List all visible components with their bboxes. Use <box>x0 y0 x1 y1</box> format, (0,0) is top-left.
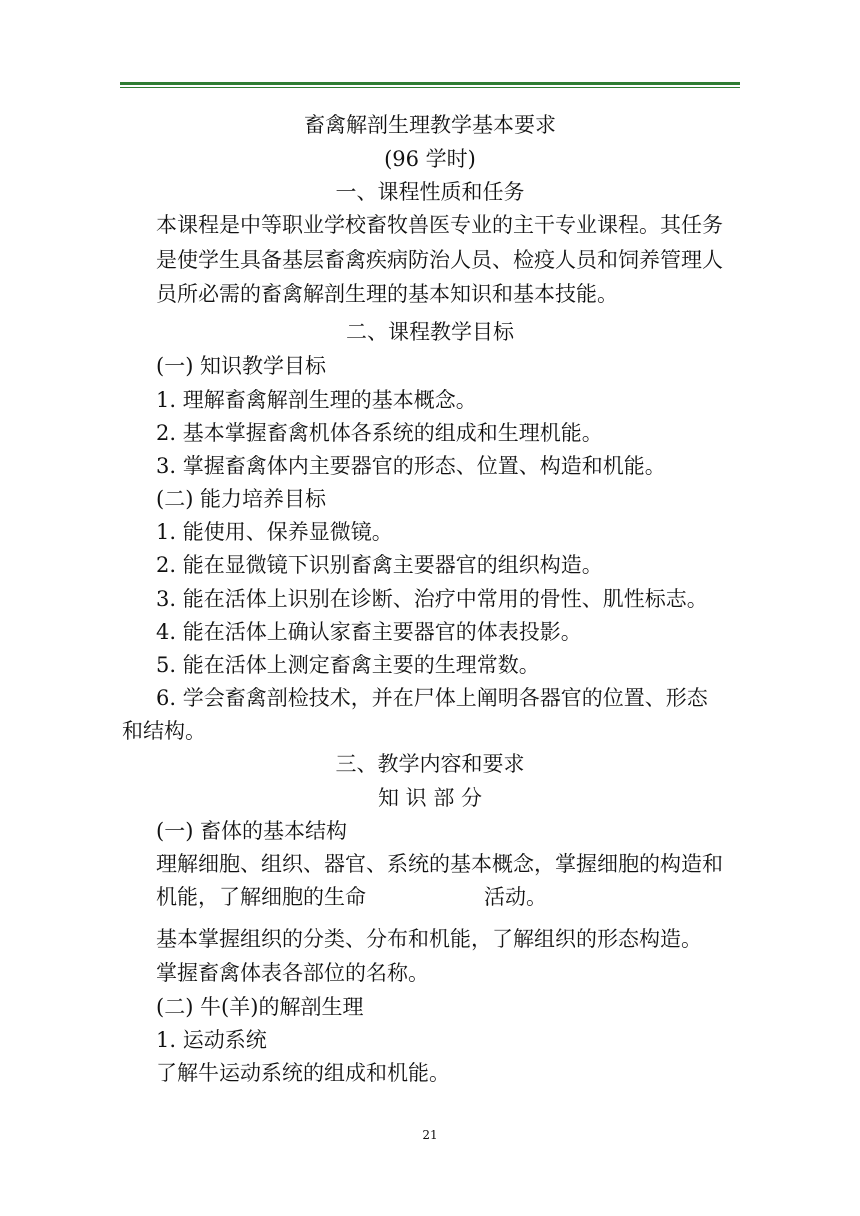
paragraph-line: 理解细胞、组织、器官、系统的基本概念，掌握细胞的构造和 <box>156 852 723 876</box>
ability-objective-item: 1. 能使用、保养显微镜。 <box>156 520 393 544</box>
paragraph-line: 基本掌握组织的分类、分布和机能，了解组织的形态构造。 <box>156 927 702 951</box>
section1-heading: 一、课程性质和任务 <box>335 180 525 204</box>
header-rule-thin <box>120 87 740 88</box>
document-hours: (96 学时) <box>384 147 476 171</box>
ability-objective-item: 6. 学会畜禽剖检技术，并在尸体上阐明各器官的位置、形态 <box>156 686 708 710</box>
header-rule-thick <box>120 82 740 85</box>
cattle-anatomy-heading: (二) 牛(羊)的解剖生理 <box>156 995 364 1019</box>
paragraph-fragment: 活动。 <box>484 885 547 909</box>
paragraph-line: 了解牛运动系统的组成和机能。 <box>156 1061 450 1085</box>
knowledge-objectives-heading: (一) 知识教学目标 <box>156 354 327 378</box>
section1-line: 本课程是中等职业学校畜牧兽医专业的主干专业课程。其任务 <box>156 213 723 237</box>
ability-objective-item-continued: 和结构。 <box>122 719 206 743</box>
knowledge-objective-item: 1. 理解畜禽解剖生理的基本概念。 <box>156 388 477 412</box>
paragraph-line: 掌握畜禽体表各部位的名称。 <box>156 961 429 985</box>
ability-objective-item: 5. 能在活体上测定畜禽主要的生理常数。 <box>156 653 540 677</box>
ability-objectives-heading: (二) 能力培养目标 <box>156 487 327 511</box>
section1-line: 员所必需的畜禽解剖生理的基本知识和基本技能。 <box>156 282 618 306</box>
locomotor-system-heading: 1. 运动系统 <box>156 1028 267 1052</box>
knowledge-objective-item: 2. 基本掌握畜禽机体各系统的组成和生理机能。 <box>156 421 603 445</box>
ability-objective-item: 2. 能在显微镜下识别畜禽主要器官的组织构造。 <box>156 553 603 577</box>
section2-heading: 二、课程教学目标 <box>346 320 514 344</box>
page-number: 21 <box>422 1128 438 1142</box>
ability-objective-item: 3. 能在活体上识别在诊断、治疗中常用的骨性、肌性标志。 <box>156 587 708 611</box>
document-title: 畜禽解剖生理教学基本要求 <box>304 113 556 137</box>
body-structure-heading: (一) 畜体的基本结构 <box>156 819 348 843</box>
section1-line: 是使学生具备基层畜禽疾病防治人员、检疫人员和饲养管理人 <box>156 248 723 272</box>
paragraph-fragment: 机能，了解细胞的生命 <box>156 885 366 909</box>
section3-heading: 三、教学内容和要求 <box>335 752 525 776</box>
knowledge-part-heading: 知 识 部 分 <box>377 786 483 810</box>
paragraph-line <box>156 883 547 911</box>
knowledge-objective-item: 3. 掌握畜禽体内主要器官的形态、位置、构造和机能。 <box>156 454 666 478</box>
ability-objective-item: 4. 能在活体上确认家畜主要器官的体表投影。 <box>156 620 582 644</box>
